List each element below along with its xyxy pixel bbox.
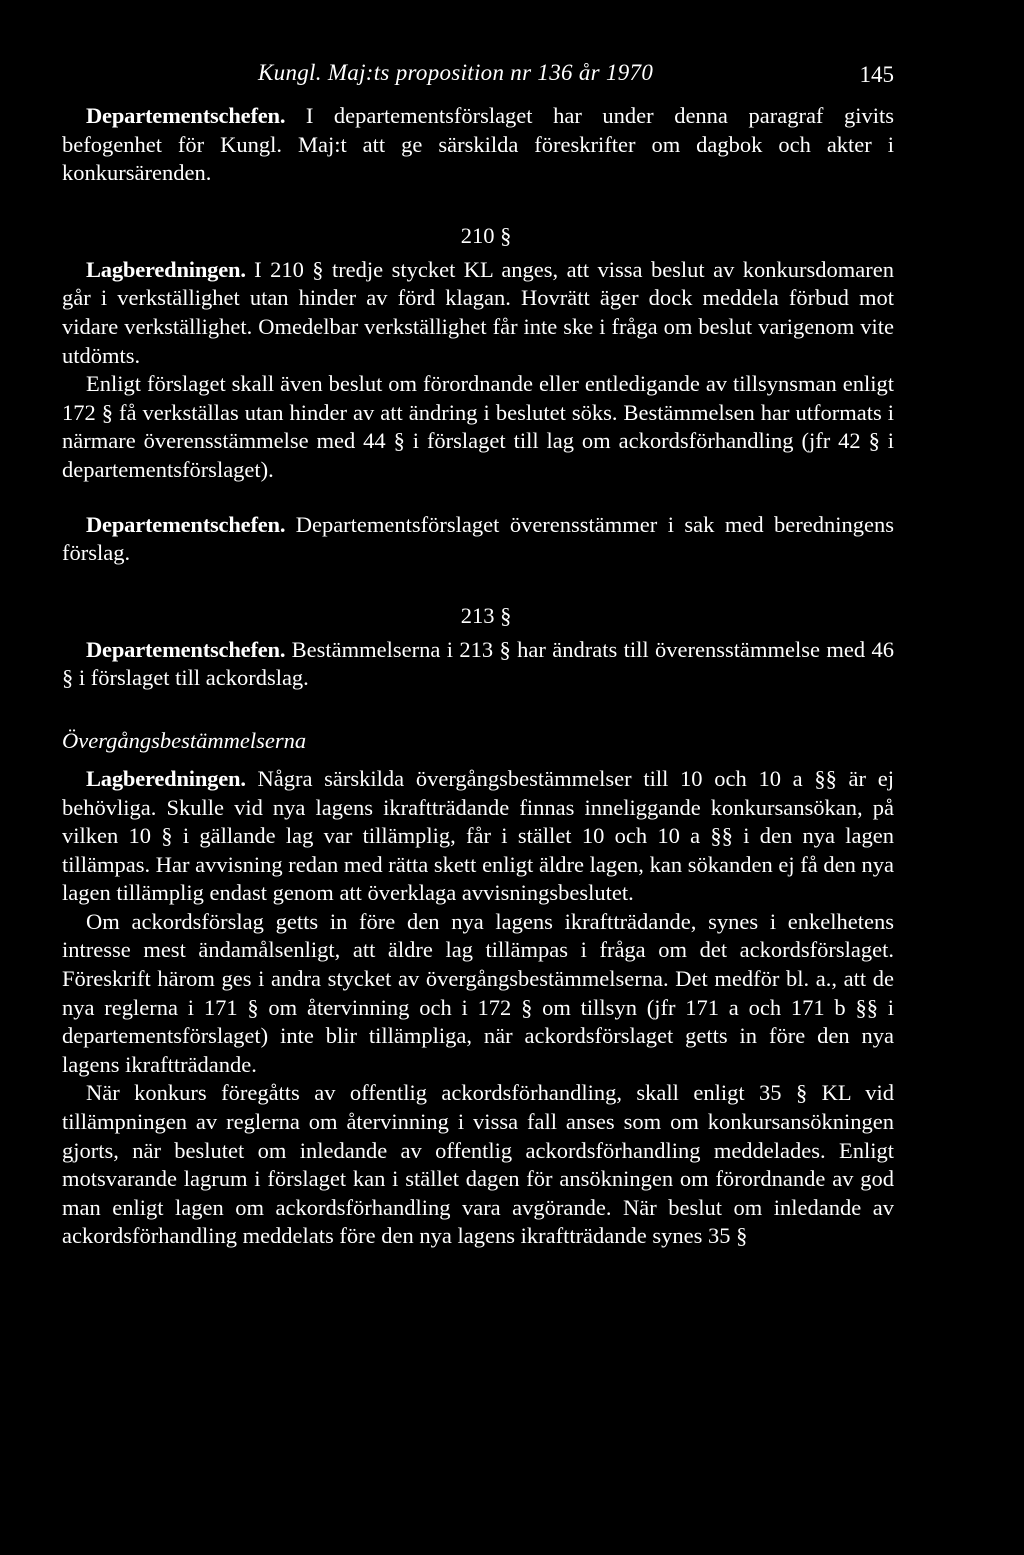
section-heading-210: 210 § (460, 222, 512, 248)
paragraph-text: I departementsförslaget har under denna paragraf givits befogenhet för Kungl. Maj:t att ge särskilda föreskrifter om dagbok och akter i konkursärenden. (62, 103, 894, 186)
paragraph-210-departementschefen (62, 511, 894, 568)
page-number: 145 (859, 62, 894, 87)
speaker-label: Departementschefen. (86, 103, 286, 128)
document-page (62, 60, 894, 1251)
paragraph-210-forslaget: Enligt förslaget skall även beslut om förordnande eller entledigande av tillsynsman enligt 172 § få verkställas utan hinder av att ändring i beslutet söks. Bestämmelsen har utformats i närmare överensstämmelse med 44 § i förslaget till lag om ackordsförhandling (jfr 42 § i departementsförslaget). (62, 371, 894, 482)
paragraph-transitional-lagberedningen (62, 765, 894, 908)
speaker-label: Lagberedningen. (86, 256, 246, 282)
paragraph-text: Bestämmelserna i 213 § har ändrats till överensstämmelse med 46 § i förslaget till ackordslag. (62, 636, 894, 691)
section-heading-213: 213 § (460, 602, 512, 628)
page-header (62, 60, 894, 102)
paragraph-text: Departementsförslaget överensstämmer i sak med beredningens förslag. (62, 511, 894, 566)
speaker-label: Departementschefen. (86, 511, 286, 537)
subheading-overgangsbestammelserna: Övergångsbestämmelserna (62, 727, 307, 753)
paragraph-213-departementschefen (62, 636, 894, 693)
paragraph-209-departementschefen (62, 102, 894, 188)
paragraph-transitional-konkurs: När konkurs föregåtts av offentlig ackordsförhandling, skall enligt 35 § KL vid tillämpningen av reglerna om återvinning i vissa fall anses som om konkursansökningen gjorts, när beslutet om inledande av offentlig ackordsförhandling meddelades. Enligt motsvarande lagrum i förslaget kan i stället dagen för ansökningen om förordnande av god man enligt lagen om ackordsförhandling vara avgörande. När beslut om inledande av ackordsförhandling meddelats före den nya lagens ikraftträdande synes 35 § (62, 1080, 894, 1249)
paragraph-210-lagberedningen (62, 256, 894, 370)
paragraph-transitional-ackordsforslag: Om ackordsförslag getts in före den nya lagens ikraftträdande, synes i enkelhetens intresse mest ändamålsenligt, att äldre lag tillämpas i fråga om det ackordsförslaget. Föreskrift härom ges i andra stycket av övergångsbestämmelserna. Det medför bl. a., att de nya reglerna i 171 § om återvinning och i 172 § om tillsyn (jfr 171 a och 171 b §§ i departementsförslaget) inte blir tillämpliga, när ackordsförslaget getts in före den nya lagens ikraftträdande. (62, 908, 894, 1077)
running-title: Kungl. Maj:ts proposition nr 136 år 1970 (258, 60, 654, 85)
paragraph-text: Några särskilda övergångsbestämmelser till 10 och 10 a §§ är ej behövliga. Skulle vid nya lagens ikraftträdande finnas inneliggande konkursansökan, på vilken 10 § i gällande lag var tillämplig, får i stället 10 och 10 a §§ i den nya lagen tillämpas. Har avvisning redan med rätta skett enligt äldre lagen, kan sökanden ej få den nya lagen tillämplig endast genom att överklaga avvisningsbeslutet. (62, 765, 894, 906)
paragraph-text: I 210 § tredje stycket KL anges, att vissa beslut av konkursdomaren går i verkställighet utan hinder av förd klagan. Hovrätt äger dock meddela förbud mot vidare verkställighet. Omedelbar verkställighet får inte ske i fråga om beslut varigenom vite utdömts. (62, 256, 894, 368)
speaker-label: Departementschefen. (86, 636, 286, 662)
speaker-label: Lagberedningen. (86, 765, 246, 791)
